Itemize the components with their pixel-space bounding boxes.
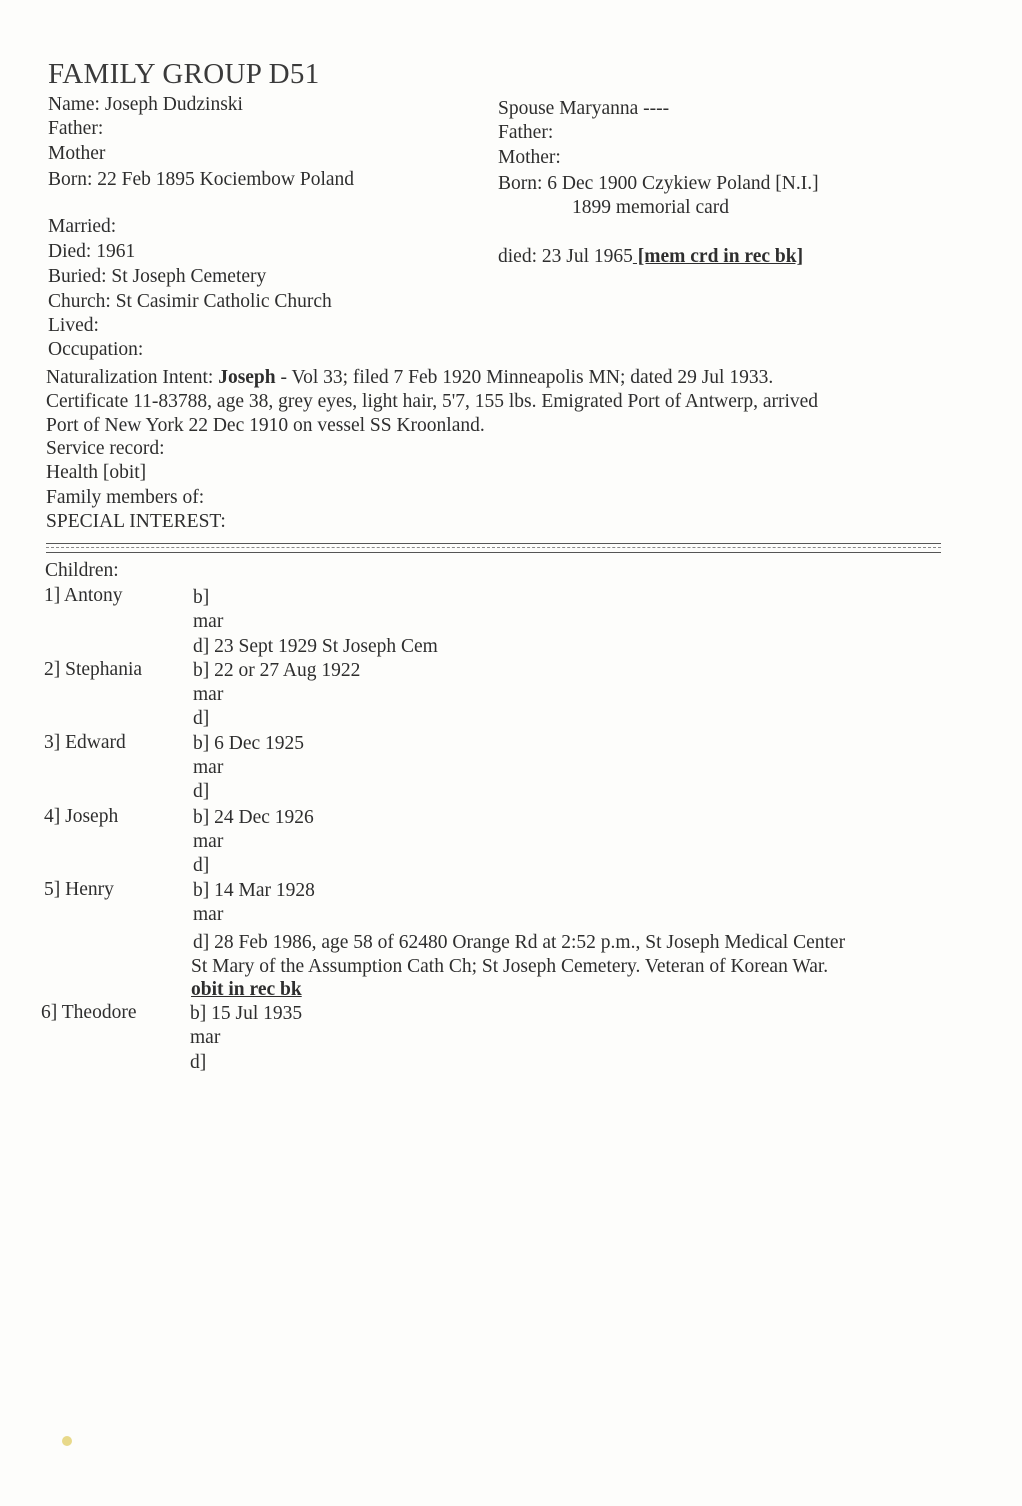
died-field: Died: 1961 <box>48 241 136 262</box>
child-name: 2] Stephania <box>44 659 143 680</box>
separator-line <box>46 543 941 553</box>
mother-field: Mother <box>48 143 106 164</box>
child-married: mar <box>190 1027 221 1048</box>
child-born: b] 15 Jul 1935 <box>190 1003 303 1024</box>
name-field: Name: Joseph Dudzinski <box>48 94 243 115</box>
child-born: b] 14 Mar 1928 <box>193 880 315 901</box>
child-died: d] <box>190 1052 207 1073</box>
married-field: Married: <box>48 216 117 237</box>
occupation-field: Occupation: <box>48 339 144 360</box>
health-field: Health [obit] <box>46 462 147 483</box>
naturalization-name: Joseph <box>218 367 276 388</box>
naturalization-line-3: Port of New York 22 Dec 1910 on vessel SS Kroonland. <box>46 415 485 436</box>
spouse-died-field <box>498 245 803 269</box>
child-married: mar <box>193 757 224 778</box>
child-born: b] 22 or 27 Aug 1922 <box>193 660 361 681</box>
child-died: d] 23 Sept 1929 St Joseph Cem <box>193 636 438 657</box>
obituary-note: obit in rec bk <box>191 979 302 1000</box>
child-married: mar <box>193 904 224 925</box>
children-label: Children: <box>45 560 119 581</box>
paper-speck <box>62 1436 72 1446</box>
service-record-field: Service record: <box>46 438 165 459</box>
family-members-field: Family members of: <box>46 487 205 508</box>
child-died-details: St Mary of the Assumption Cath Ch; St Joseph Cemetery. Veteran of Korean War. <box>191 956 829 977</box>
child-married: mar <box>193 684 224 705</box>
naturalization-line-1 <box>46 366 773 390</box>
born-field: Born: 22 Feb 1895 Kociembow Poland <box>48 169 355 190</box>
buried-field: Buried: St Joseph Cemetery <box>48 266 267 287</box>
special-interest-field: SPECIAL INTEREST: <box>46 511 226 532</box>
child-born: b] 6 Dec 1925 <box>193 733 305 754</box>
father-field: Father: <box>48 118 104 139</box>
child-died: d] <box>193 781 210 802</box>
memorial-card-note: [mem crd in rec bk] <box>632 246 804 267</box>
child-name: 6] Theodore <box>41 1002 137 1023</box>
child-name: 1] Antony <box>44 585 123 606</box>
naturalization-label: Naturalization Intent: <box>46 367 219 388</box>
child-born: b] 24 Dec 1926 <box>193 807 314 828</box>
spouse-field: Spouse Maryanna ---- <box>498 98 670 119</box>
naturalization-details: - Vol 33; filed 7 Feb 1920 Minneapolis MN; dated 29 Jul 1933. <box>275 367 774 388</box>
child-born: b] <box>193 587 210 608</box>
child-name: 5] Henry <box>44 879 114 900</box>
page-title: FAMILY GROUP D51 <box>48 58 320 90</box>
naturalization-line-2: Certificate 11-83788, age 38, grey eyes, light hair, 5'7, 155 lbs. Emigrated Port of Antwerp, arrived <box>46 391 819 412</box>
spouse-born-field: Born: 6 Dec 1900 Czykiew Poland [N.I.] <box>498 173 819 194</box>
child-married: mar <box>193 831 224 852</box>
child-died: d] <box>193 708 210 729</box>
spouse-mother-field: Mother: <box>498 147 561 168</box>
spouse-father-field: Father: <box>498 122 554 143</box>
child-name: 3] Edward <box>44 732 126 753</box>
child-died: d] <box>193 855 210 876</box>
church-field: Church: St Casimir Catholic Church <box>48 291 332 312</box>
spouse-died-date: died: 23 Jul 1965 <box>498 246 633 267</box>
child-died: d] 28 Feb 1986, age 58 of 62480 Orange Rd at 2:52 p.m., St Joseph Medical Center <box>193 932 846 953</box>
child-married: mar <box>193 611 224 632</box>
child-name: 4] Joseph <box>44 806 119 827</box>
lived-field: Lived: <box>48 315 99 336</box>
spouse-born-note: 1899 memorial card <box>572 197 730 218</box>
